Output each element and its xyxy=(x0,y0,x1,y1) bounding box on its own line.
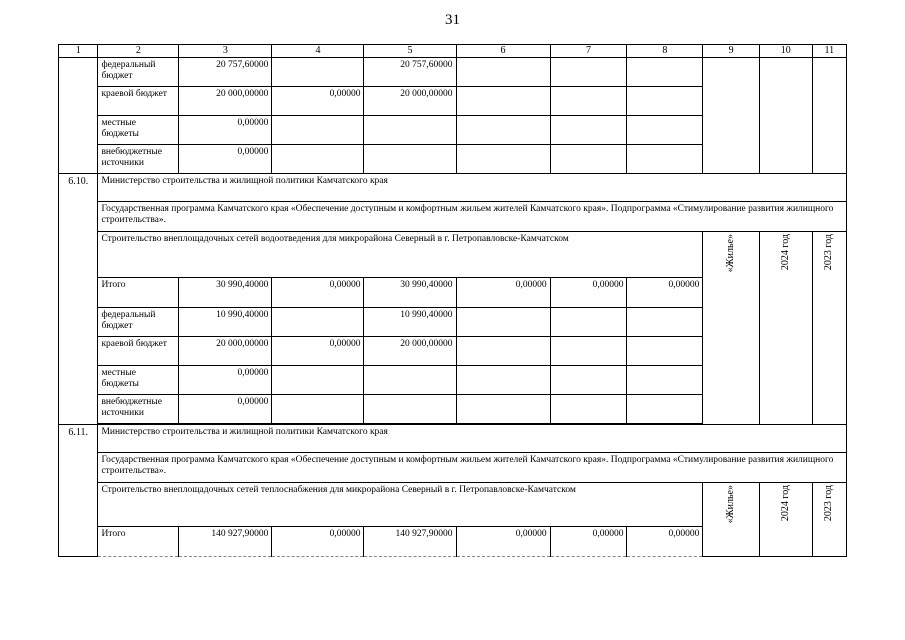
value-cell: 0,00000 xyxy=(627,527,703,557)
value-cell: 0,00000 xyxy=(550,527,627,557)
col-number: 6 xyxy=(456,45,550,58)
value-cell: 20 757,60000 xyxy=(179,58,272,87)
value-cell xyxy=(364,395,456,424)
value-cell: 0,00000 xyxy=(179,145,272,174)
col-number: 1 xyxy=(59,45,98,58)
value-cell: 0,00000 xyxy=(456,278,550,308)
ministry-name: Министерство строительства и жилищной политики Камчатского края xyxy=(98,425,847,453)
program-name: Государственная программа Камчатского края «Обеспечение доступным и комфортным жильем жителей Камчатского края». Подпрограмма «Стимулирование развития жилищного строительства». xyxy=(98,453,847,483)
table-row xyxy=(59,232,847,278)
value-cell xyxy=(364,145,456,174)
start-year: 2023 год xyxy=(823,234,835,271)
value-cell: 20 000,00000 xyxy=(179,337,272,366)
end-year: 2024 год xyxy=(779,234,791,271)
col-number: 4 xyxy=(272,45,364,58)
empty-cell xyxy=(703,58,760,174)
row-label: внебюджетные источники xyxy=(98,145,179,174)
empty-cell xyxy=(812,58,846,174)
col-number: 2 xyxy=(98,45,179,58)
row-label: краевой бюджет xyxy=(98,87,179,116)
section-cell xyxy=(703,232,760,425)
object-name: Строительство внеплощадочных сетей водоотведения для микрорайона Северный в г. Петропавловске-Камчатском xyxy=(98,232,703,278)
value-cell: 0,00000 xyxy=(272,337,364,366)
section-number: 6.11. xyxy=(59,425,98,557)
row-label: Итого xyxy=(98,278,179,308)
table-row xyxy=(59,483,847,527)
start-year-cell xyxy=(812,483,846,557)
value-cell: 10 990,40000 xyxy=(179,308,272,337)
empty-cell xyxy=(759,58,812,174)
row-label: федеральный бюджет xyxy=(98,58,179,87)
table-row xyxy=(59,202,847,232)
row-label: местные бюджеты xyxy=(98,366,179,395)
row-label: Итого xyxy=(98,527,179,557)
section-label: «Жилье» xyxy=(725,234,737,273)
page-number: 31 xyxy=(445,12,460,28)
value-cell: 20 000,00000 xyxy=(364,87,456,116)
value-cell xyxy=(364,366,456,395)
row-label: федеральный бюджет xyxy=(98,308,179,337)
value-cell: 30 990,40000 xyxy=(364,278,456,308)
value-cell xyxy=(272,366,364,395)
object-name: Строительство внеплощадочных сетей теплоснабжения для микрорайона Северный в г. Петропавловске-Камчатском xyxy=(98,483,703,527)
value-cell: 20 000,00000 xyxy=(179,87,272,116)
value-cell: 20 000,00000 xyxy=(364,337,456,366)
col-number: 10 xyxy=(759,45,812,58)
row-label: местные бюджеты xyxy=(98,116,179,145)
start-year-cell xyxy=(812,232,846,425)
value-cell xyxy=(272,145,364,174)
program-name: Государственная программа Камчатского края «Обеспечение доступным и комфортным жильем жителей Камчатского края». Подпрограмма «Стимулирование развития жилищного строительства». xyxy=(98,202,847,232)
value-cell xyxy=(272,395,364,424)
value-cell: 20 757,60000 xyxy=(364,58,456,87)
section-number: 6.10. xyxy=(59,174,98,425)
value-cell: 0,00000 xyxy=(179,116,272,145)
end-year-cell xyxy=(759,232,812,425)
value-cell: 0,00000 xyxy=(179,366,272,395)
value-cell xyxy=(272,308,364,337)
value-cell: 0,00000 xyxy=(627,278,703,308)
value-cell xyxy=(364,116,456,145)
value-cell: 0,00000 xyxy=(456,527,550,557)
table-row xyxy=(59,453,847,483)
end-year: 2024 год xyxy=(779,485,791,522)
section-label: «Жилье» xyxy=(725,485,737,524)
value-cell: 30 990,40000 xyxy=(179,278,272,308)
col-number: 8 xyxy=(627,45,703,58)
ministry-name: Министерство строительства и жилищной политики Камчатского края xyxy=(98,174,847,202)
start-year: 2023 год xyxy=(823,485,835,522)
value-cell: 10 990,40000 xyxy=(364,308,456,337)
table-row xyxy=(59,58,847,87)
col-number: 7 xyxy=(550,45,627,58)
value-cell: 140 927,90000 xyxy=(179,527,272,557)
col-number: 9 xyxy=(703,45,760,58)
value-cell: 0,00000 xyxy=(272,527,364,557)
value-cell: 0,00000 xyxy=(179,395,272,424)
value-cell: 0,00000 xyxy=(272,278,364,308)
row-label: краевой бюджет xyxy=(98,337,179,366)
column-number-row xyxy=(59,45,847,58)
value-cell xyxy=(272,58,364,87)
table-row xyxy=(59,425,847,453)
table-row xyxy=(59,174,847,202)
value-cell: 0,00000 xyxy=(550,278,627,308)
col-number: 3 xyxy=(179,45,272,58)
section-cell xyxy=(703,483,760,557)
col-number: 5 xyxy=(364,45,456,58)
program-table xyxy=(58,44,847,557)
col-number: 11 xyxy=(812,45,846,58)
end-year-cell xyxy=(759,483,812,557)
value-cell xyxy=(272,116,364,145)
row-label: внебюджетные источники xyxy=(98,395,179,424)
value-cell: 140 927,90000 xyxy=(364,527,456,557)
value-cell: 0,00000 xyxy=(272,87,364,116)
empty-cell xyxy=(59,58,98,174)
